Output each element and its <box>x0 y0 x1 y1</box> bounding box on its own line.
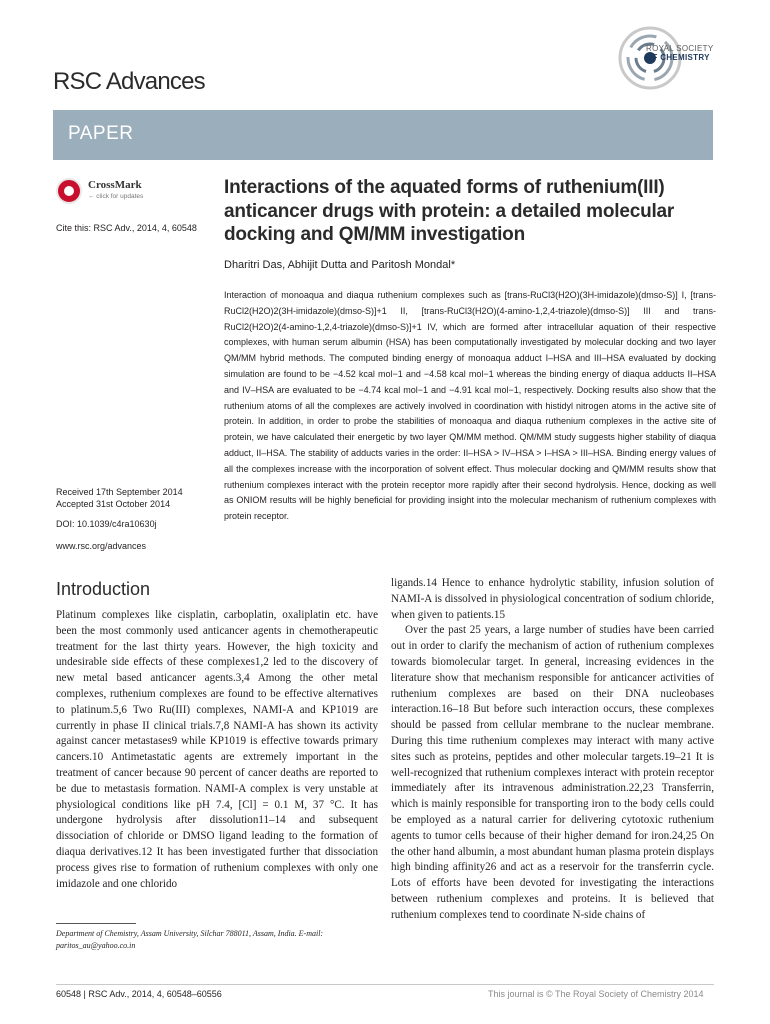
doi-link[interactable]: DOI: 10.1039/c4ra10630j <box>56 519 157 529</box>
rsc-logo-text <box>646 44 713 62</box>
body-column-left <box>56 608 378 892</box>
author-list: Dharitri Das, Abhijit Dutta and Paritosh Mondal* <box>224 259 456 271</box>
footnote-divider <box>56 923 136 924</box>
crossmark-title: CrossMark <box>88 179 142 191</box>
body-column-right <box>391 576 714 924</box>
citation: Cite this: RSC Adv., 2014, 4, 60548 <box>56 223 197 233</box>
banner-label: PAPER <box>68 123 134 144</box>
logo-line-2: OF CHEMISTRY <box>646 53 710 62</box>
crossmark-icon <box>56 178 82 204</box>
logo-line-1: ROYAL SOCIETY <box>646 44 714 53</box>
article-title: Interactions of the aquated forms of ruthenium(III) anticancer drugs with protein: a detailed molecular docking and QM/MM investigation <box>224 177 675 245</box>
intro-paragraph-1: Platinum complexes like cisplatin, carboplatin, oxaliplatin etc. have been the most commonly used anticancer agents in chemotherapeutic treatment for the last thirty years. However, the high toxicity and undesirable side effects of these complexes1,2 led to the discovery of new metal based anticancer agents.3,4 Among the other metal complexes, ruthenium complexes are found to be effective alternatives to platinum.5,6 Two Ru(III) complexes, NAMI-A and KP1019 are currently in phase II clinical trials.7,8 NAMI-A has shown its activity against cancer metastases9 while KP1019 is effective towards primary cancers.10 Antimetastatic agents are extremely important in the treatment of cancer because 90 percent of cancer deaths are reported to be due to metastasis formation. NAMI-A complex is very unstable at physiological conditions like pH 7.4, [Cl] = 0.1 M, 37 °C. It has undergone hydrolysis after dissolution11–14 and subsequent dissociation of chloride or DMSO ligand leading to the formation of diaqua derivatives.12 It has been investigated further that dissociation process gives rise to formation of ruthenium complexes with only one imidazole and one chlorido <box>56 609 378 890</box>
intro-paragraph-1-continued: ligands.14 Hence to enhance hydrolytic stability, infusion solution of NAMI-A is dissolved in physiological concentration of sodium chloride, when given to patients.15 <box>391 577 714 621</box>
journal-website-link[interactable]: www.rsc.org/advances <box>56 541 147 551</box>
crossmark-subtitle: ← click for updates <box>88 193 144 200</box>
intro-paragraph-2: Over the past 25 years, a large number of studies have been carried out in order to clarify the mechanism of action of ruthenium complexes towards biomolecular target. In general, increasing evidences in the literature show that mechanism responsible for anticancer activities of ruthenium complexes are based on their DNA nucleobases interaction.16–18 But before such interaction occurs, these complexes should be passed from cellular membrane to the nuclear membrane. During this time ruthenium complexes may interact with many active sites such as proteins, peptides and other molecular targets.19–21 It is well-recognized that ruthenium complexes interact with protein receptor immediately after its intravenous administration.22,23 Transferrin, which is mainly responsible for transporting iron to the body cells could be employed as a natural carrier for delivering cytotoxic ruthenium agents to tumor cells because of their higher demand for iron.24,25 On the other hand albumin, a most abundant human plasma protein displays high binding affinity26 and act as a reservoir for the transferrin cycle. Lots of efforts have been devoted for investigating the interactions between ruthenium complexes and proteins. It is believed that ruthenium complexes tend to coordinate N-side chains of <box>391 624 714 921</box>
page-footer-copyright: This journal is © The Royal Society of Chemistry 2014 <box>488 989 704 999</box>
journal-name: RSC Advances <box>53 68 205 95</box>
footer-divider <box>56 984 714 985</box>
page-footer-citation: 60548 | RSC Adv., 2014, 4, 60548–60556 <box>56 989 222 999</box>
paper-banner <box>53 110 713 160</box>
affiliation-footnote: Department of Chemistry, Assam University, Silchar 788011, Assam, India. E-mail: paritos_au@yahoo.co.in <box>56 929 324 950</box>
accepted-date: Accepted 31st October 2014 <box>56 499 171 509</box>
abstract: Interaction of monoaqua and diaqua ruthenium complexes such as [trans-RuCl3(H2O)(3H-imidazole)(dmso-S)] I, [trans-RuCl2(H2O)2(3H-imidazole)(dmso-S)]+1 II, [trans-RuCl3(H2O)(4-amino-1,2,4-triazole)(dmso-S)] III and trans-RuCl2(H2O)2(4-amino-1,2,4-triazole)(dmso-S)]+1 IV, which are formed after intracellular aquation of their respective complexes, with human serum albumin (HSA) has been computationally investigated by molecular docking and two layer QM/MM hybrid methods. The computed binding energy of monoaqua adduct I–HSA and III–HSA evaluated by docking simulation are found to be −4.52 kcal mol−1 and −4.58 kcal mol−1 whereas the binding energy of diaqua adducts II–HSA and IV–HSA are evaluated to be −4.74 kcal mol−1 and −4.91 kcal mol−1, respectively. Docking results also show that the ruthenium atoms of all the complexes are actively involved in coordination with histidyl nitrogen atoms in the active site of protein. In addition, in order to probe the stabilities of monoaqua and diaqua ruthenium complexes in the active site of protein, we have calculated their energetic by two layer QM/MM method. QM/MM study suggests higher stability of diaqua adduct, II–HSA. The stability of adducts varies in the order: II–HSA > IV–HSA > I–HSA > III–HSA. Binding energy values of all the complexes increase with the incorporation of solvent effect. Thus molecular docking and QM/MM results show that ruthenium complexes interact with the protein receptor more rapidly after their second hydrolysis. Hence, docking as well as ONIOM results will be highly beneficial for providing insight into the molecular mechanism of ruthenium complexes with protein receptor. <box>224 290 716 522</box>
crossmark-badge[interactable] <box>56 176 196 206</box>
section-heading-introduction: Introduction <box>56 579 151 599</box>
received-date: Received 17th September 2014 <box>56 487 183 497</box>
